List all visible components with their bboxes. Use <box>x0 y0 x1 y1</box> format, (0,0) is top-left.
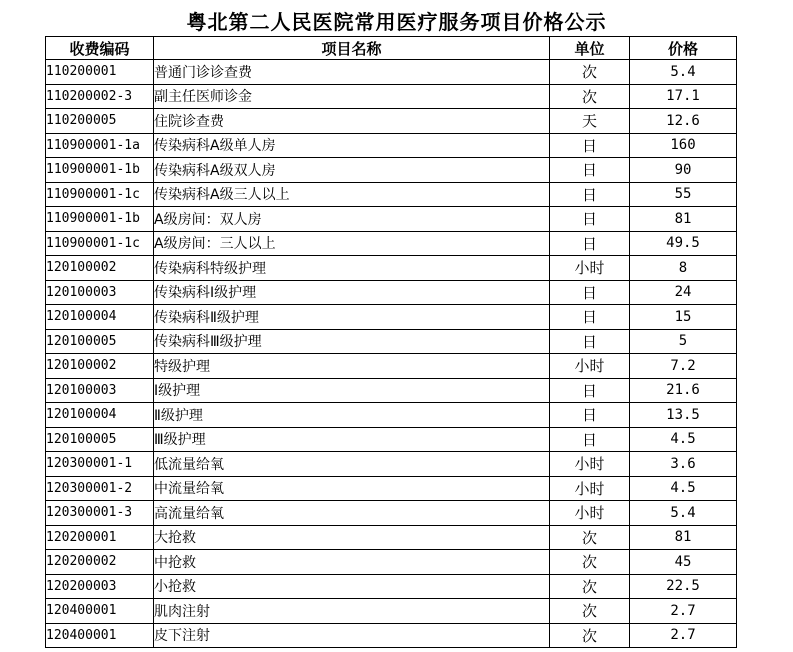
unit-cell: 次 <box>550 525 630 550</box>
table-row <box>46 476 737 501</box>
name-cell: 中抢救 <box>154 550 550 575</box>
code-cell: 120100005 <box>46 427 154 452</box>
unit-cell: 小时 <box>550 452 630 477</box>
code-cell: 120300001-2 <box>46 476 154 501</box>
unit-cell: 次 <box>550 599 630 624</box>
unit-cell: 日 <box>550 158 630 183</box>
name-cell: Ⅲ级护理 <box>154 427 550 452</box>
unit-cell: 次 <box>550 550 630 575</box>
code-cell: 120100003 <box>46 378 154 403</box>
code-cell: 110200001 <box>46 60 154 85</box>
name-cell: 传染病科Ⅱ级护理 <box>154 305 550 330</box>
price-cell: 7.2 <box>630 354 737 379</box>
price-cell: 12.6 <box>630 109 737 134</box>
name-cell: 大抢救 <box>154 525 550 550</box>
code-cell: 110900001-1a <box>46 133 154 158</box>
table-row <box>46 329 737 354</box>
table-row <box>46 574 737 599</box>
code-cell: 120100002 <box>46 256 154 281</box>
code-cell: 110900001-1c <box>46 182 154 207</box>
table-row <box>46 623 737 648</box>
table-row <box>46 305 737 330</box>
price-cell: 90 <box>630 158 737 183</box>
price-cell: 5.4 <box>630 501 737 526</box>
unit-cell: 次 <box>550 60 630 85</box>
name-cell: A级房间：三人以上 <box>154 231 550 256</box>
unit-cell: 日 <box>550 305 630 330</box>
code-cell: 110900001-1b <box>46 207 154 232</box>
code-cell: 120100005 <box>46 329 154 354</box>
code-cell: 120300001-3 <box>46 501 154 526</box>
name-cell: 传染病科Ⅲ级护理 <box>154 329 550 354</box>
name-cell: 特级护理 <box>154 354 550 379</box>
unit-cell: 次 <box>550 623 630 648</box>
code-cell: 120100004 <box>46 403 154 428</box>
name-cell: 肌肉注射 <box>154 599 550 624</box>
unit-cell: 次 <box>550 574 630 599</box>
price-cell: 13.5 <box>630 403 737 428</box>
price-cell: 17.1 <box>630 84 737 109</box>
price-cell: 4.5 <box>630 427 737 452</box>
unit-cell: 天 <box>550 109 630 134</box>
price-cell: 5.4 <box>630 60 737 85</box>
price-cell: 8 <box>630 256 737 281</box>
table-row <box>46 599 737 624</box>
table-row <box>46 280 737 305</box>
table-row <box>46 256 737 281</box>
header-row <box>46 37 737 60</box>
price-cell: 21.6 <box>630 378 737 403</box>
name-cell: 低流量给氧 <box>154 452 550 477</box>
table-body <box>46 60 737 648</box>
name-cell: 传染病科A级三人以上 <box>154 182 550 207</box>
code-cell: 120200003 <box>46 574 154 599</box>
header-price: 价格 <box>630 37 737 60</box>
name-cell: 中流量给氧 <box>154 476 550 501</box>
price-cell: 49.5 <box>630 231 737 256</box>
unit-cell: 日 <box>550 329 630 354</box>
table-header <box>46 37 737 60</box>
code-cell: 120100003 <box>46 280 154 305</box>
table-row <box>46 501 737 526</box>
table-row <box>46 158 737 183</box>
code-cell: 120200001 <box>46 525 154 550</box>
unit-cell: 日 <box>550 231 630 256</box>
header-unit: 单位 <box>550 37 630 60</box>
price-cell: 2.7 <box>630 623 737 648</box>
name-cell: 皮下注射 <box>154 623 550 648</box>
code-cell: 110200002-3 <box>46 84 154 109</box>
price-cell: 81 <box>630 207 737 232</box>
code-cell: 120100002 <box>46 354 154 379</box>
header-name: 项目名称 <box>154 37 550 60</box>
name-cell: Ⅰ级护理 <box>154 378 550 403</box>
unit-cell: 小时 <box>550 501 630 526</box>
name-cell: Ⅱ级护理 <box>154 403 550 428</box>
table-row <box>46 378 737 403</box>
table-row <box>46 403 737 428</box>
name-cell: 副主任医师诊金 <box>154 84 550 109</box>
code-cell: 110200005 <box>46 109 154 134</box>
page-title: 粤北第二人民医院常用医疗服务项目价格公示 <box>186 10 607 34</box>
unit-cell: 日 <box>550 403 630 428</box>
table-row <box>46 133 737 158</box>
unit-cell: 次 <box>550 84 630 109</box>
table-row <box>46 84 737 109</box>
unit-cell: 日 <box>550 207 630 232</box>
table-row <box>46 452 737 477</box>
unit-cell: 小时 <box>550 256 630 281</box>
unit-cell: 日 <box>550 280 630 305</box>
code-cell: 120400001 <box>46 599 154 624</box>
table-row <box>46 60 737 85</box>
price-cell: 81 <box>630 525 737 550</box>
table-row <box>46 109 737 134</box>
name-cell: 传染病科A级双人房 <box>154 158 550 183</box>
table-row <box>46 525 737 550</box>
price-table <box>45 36 737 648</box>
price-cell: 160 <box>630 133 737 158</box>
price-cell: 4.5 <box>630 476 737 501</box>
name-cell: 普通门诊诊查费 <box>154 60 550 85</box>
price-cell: 3.6 <box>630 452 737 477</box>
code-cell: 110900001-1b <box>46 158 154 183</box>
header-code: 收费编码 <box>46 37 154 60</box>
table-row <box>46 231 737 256</box>
code-cell: 120100004 <box>46 305 154 330</box>
price-cell: 55 <box>630 182 737 207</box>
name-cell: A级房间：双人房 <box>154 207 550 232</box>
price-cell: 22.5 <box>630 574 737 599</box>
name-cell: 住院诊查费 <box>154 109 550 134</box>
table-row <box>46 182 737 207</box>
table-row <box>46 427 737 452</box>
name-cell: 高流量给氧 <box>154 501 550 526</box>
unit-cell: 小时 <box>550 476 630 501</box>
unit-cell: 日 <box>550 182 630 207</box>
price-cell: 15 <box>630 305 737 330</box>
table-row <box>46 550 737 575</box>
price-cell: 24 <box>630 280 737 305</box>
price-cell: 2.7 <box>630 599 737 624</box>
name-cell: 传染病科特级护理 <box>154 256 550 281</box>
unit-cell: 日 <box>550 427 630 452</box>
price-cell: 45 <box>630 550 737 575</box>
code-cell: 120400001 <box>46 623 154 648</box>
code-cell: 110900001-1c <box>46 231 154 256</box>
table-row <box>46 354 737 379</box>
code-cell: 120200002 <box>46 550 154 575</box>
name-cell: 传染病科Ⅰ级护理 <box>154 280 550 305</box>
name-cell: 传染病科A级单人房 <box>154 133 550 158</box>
unit-cell: 日 <box>550 378 630 403</box>
code-cell: 120300001-1 <box>46 452 154 477</box>
name-cell: 小抢救 <box>154 574 550 599</box>
table-row <box>46 207 737 232</box>
unit-cell: 日 <box>550 133 630 158</box>
unit-cell: 小时 <box>550 354 630 379</box>
price-cell: 5 <box>630 329 737 354</box>
